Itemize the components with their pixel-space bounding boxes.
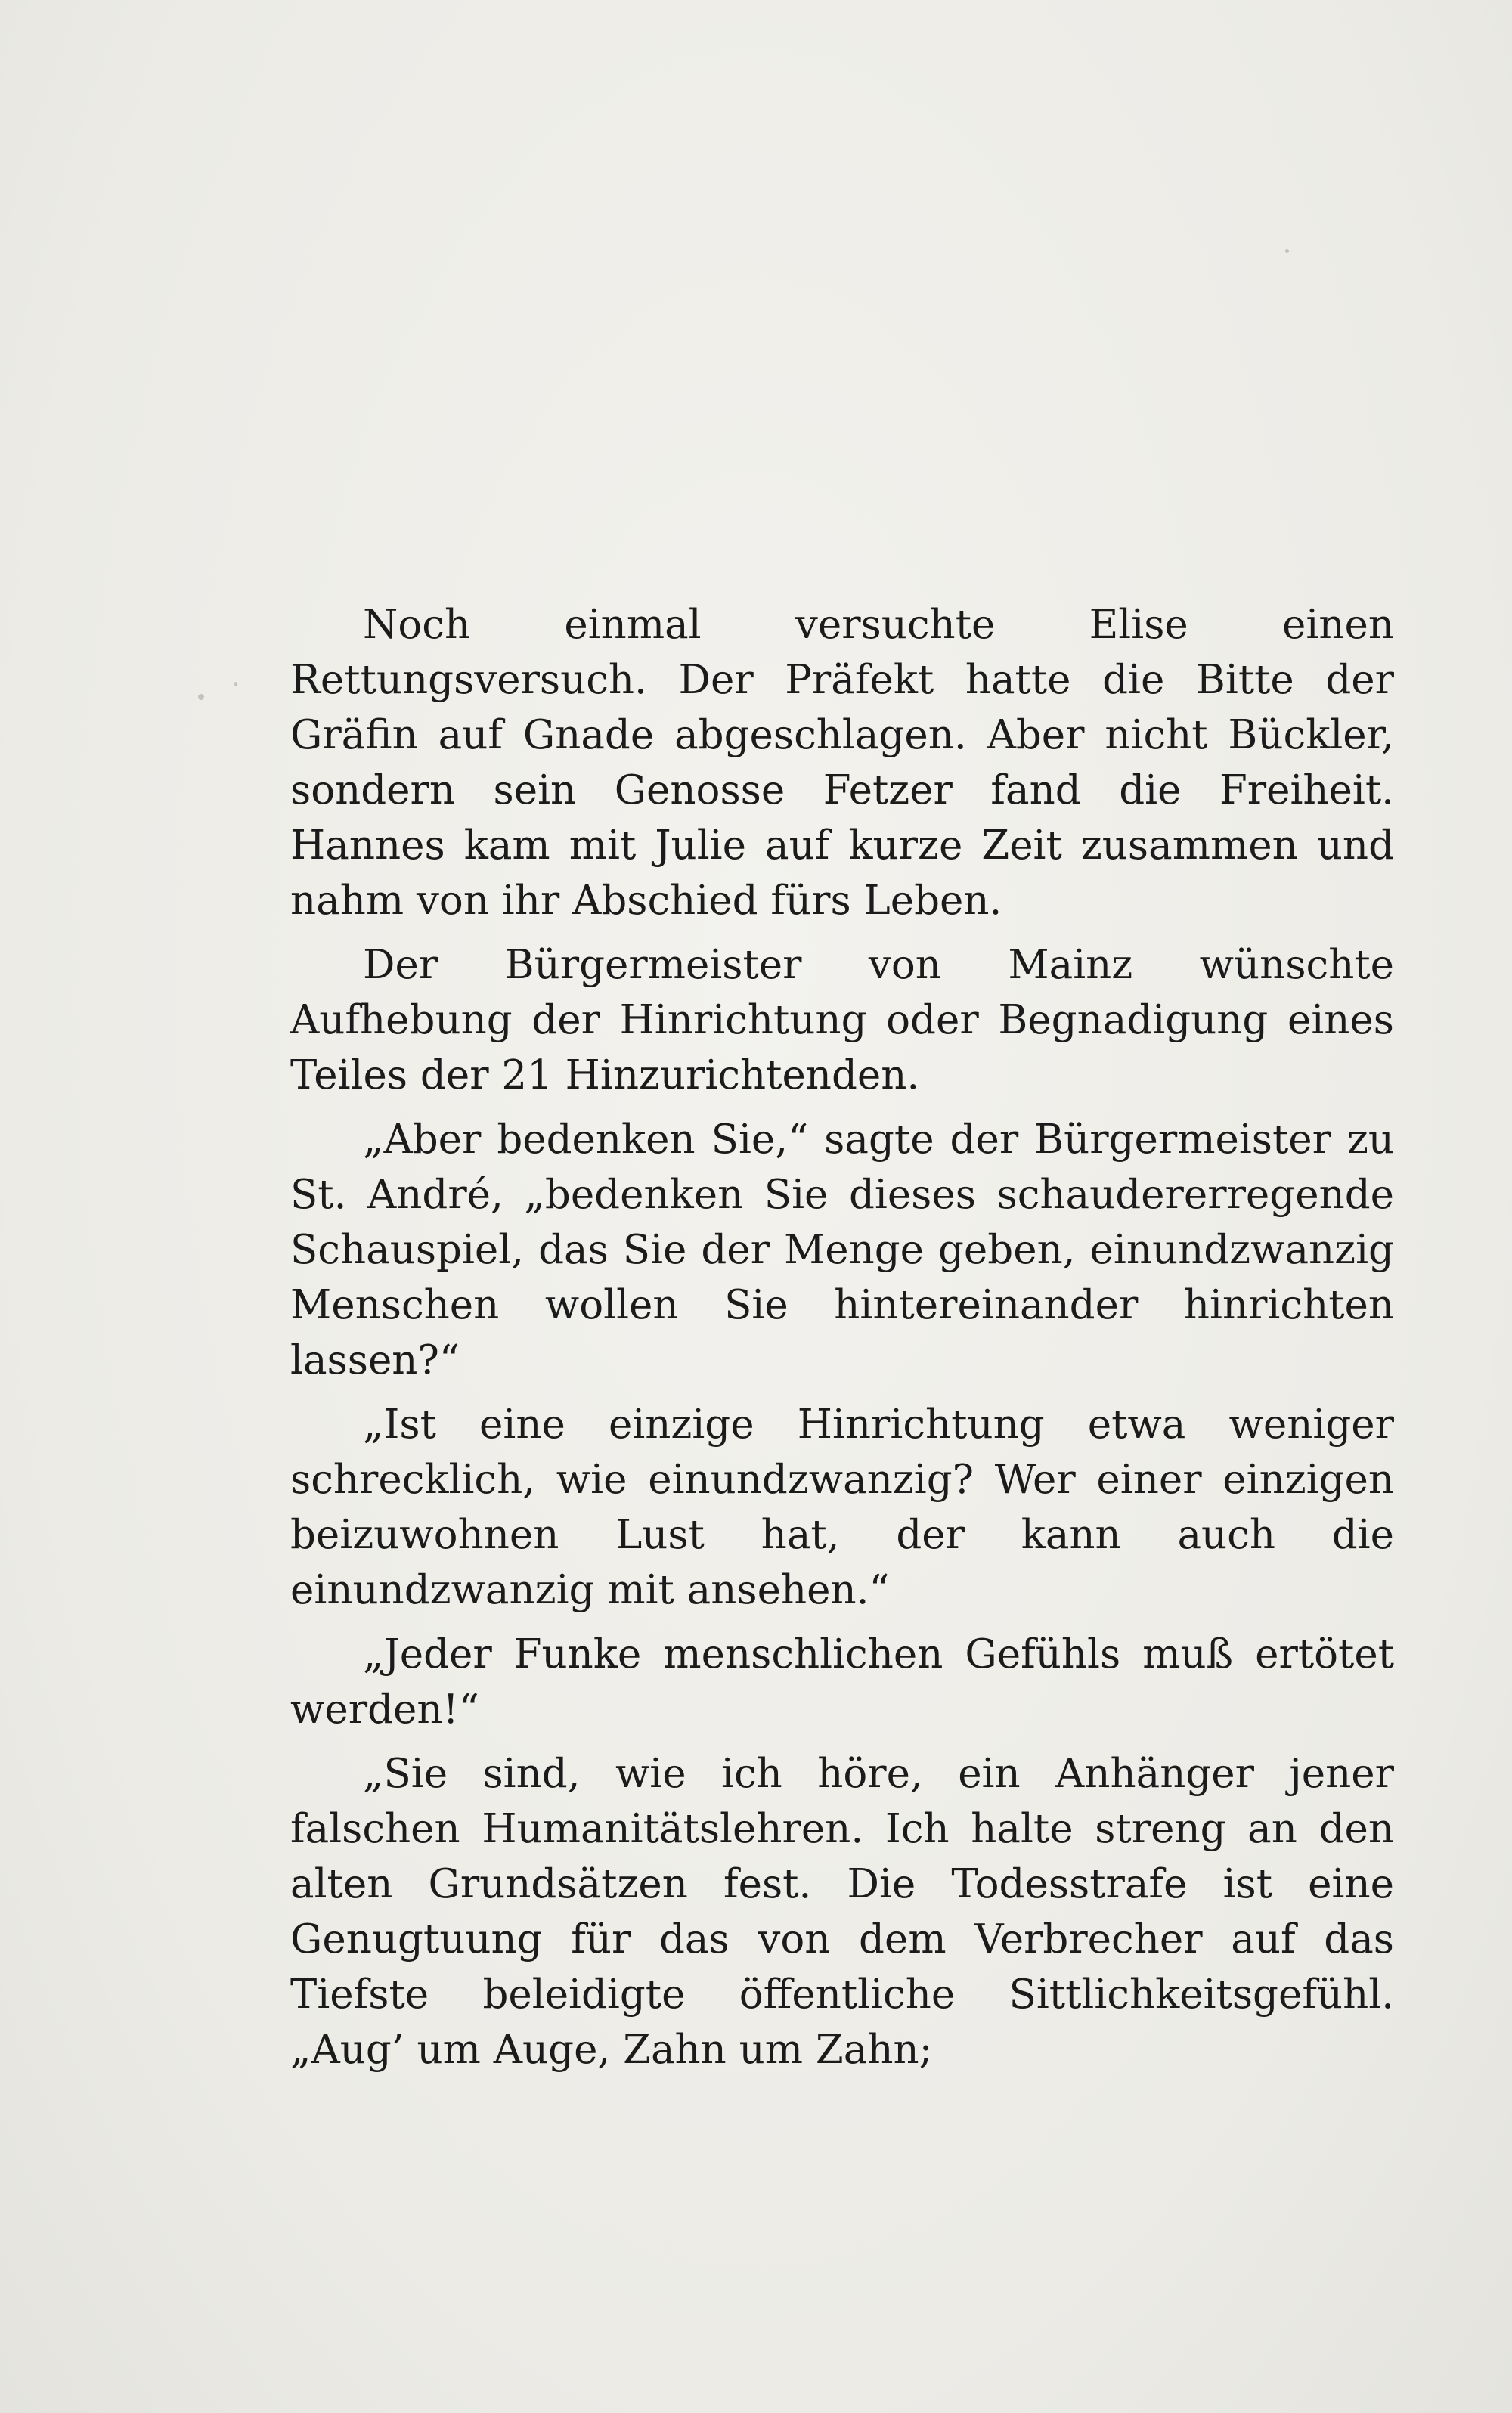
paragraph-feeling: „Jeder Funke menschlichen Gefühls muß ertötet werden!“ xyxy=(290,1631,1394,1733)
page-speck xyxy=(1285,249,1289,253)
paragraph-rescue-attempt: Noch einmal versuchte Elise einen Rettungsversuch. Der Präfekt hatte die Bitte der Gräfin auf Gnade abgeschlagen. Aber nicht Bückler, sondern sein Genosse Fetzer fand die Freiheit. Hannes kam mit Julie auf kurze Zeit zusammen und nahm von ihr Abschied fürs Leben. xyxy=(290,602,1394,924)
paragraph-humanity: „Sie sind, wie ich höre, ein Anhänger jener falschen Humanitätslehren. Ich halte streng an den alten Grundsätzen fest. Die Todesstrafe ist eine Genugtuung für das von dem Verbrecher auf das Tiefste beleidigte öffentliche Sittlichkeitsgefühl. „Aug’ um Auge, Zahn um Zahn; xyxy=(290,1751,1394,2073)
page-speck xyxy=(198,694,204,700)
paragraph-mayor-request: Der Bürgermeister von Mainz wünschte Aufhebung der Hinrichtung oder Begnadigung eines Teiles der 21 Hinzurichtenden. xyxy=(290,942,1394,1098)
page-speck xyxy=(234,682,237,686)
paragraph-mayor-speech: „Aber bedenken Sie,“ sagte der Bürgermeister zu St. André, „bedenken Sie dieses schaudererregende Schauspiel, das Sie der Menge geben, einundzwanzig Menschen wollen Sie hintereinander hinrichten lassen?“ xyxy=(290,1117,1394,1383)
paragraph-reply: „Ist eine einzige Hinrichtung etwa weniger schrecklich, wie einundzwanzig? Wer einer einzigen beizuwohnen Lust hat, der kann auch die einundzwanzig mit ansehen.“ xyxy=(290,1402,1394,1613)
body-text xyxy=(290,597,1394,2086)
